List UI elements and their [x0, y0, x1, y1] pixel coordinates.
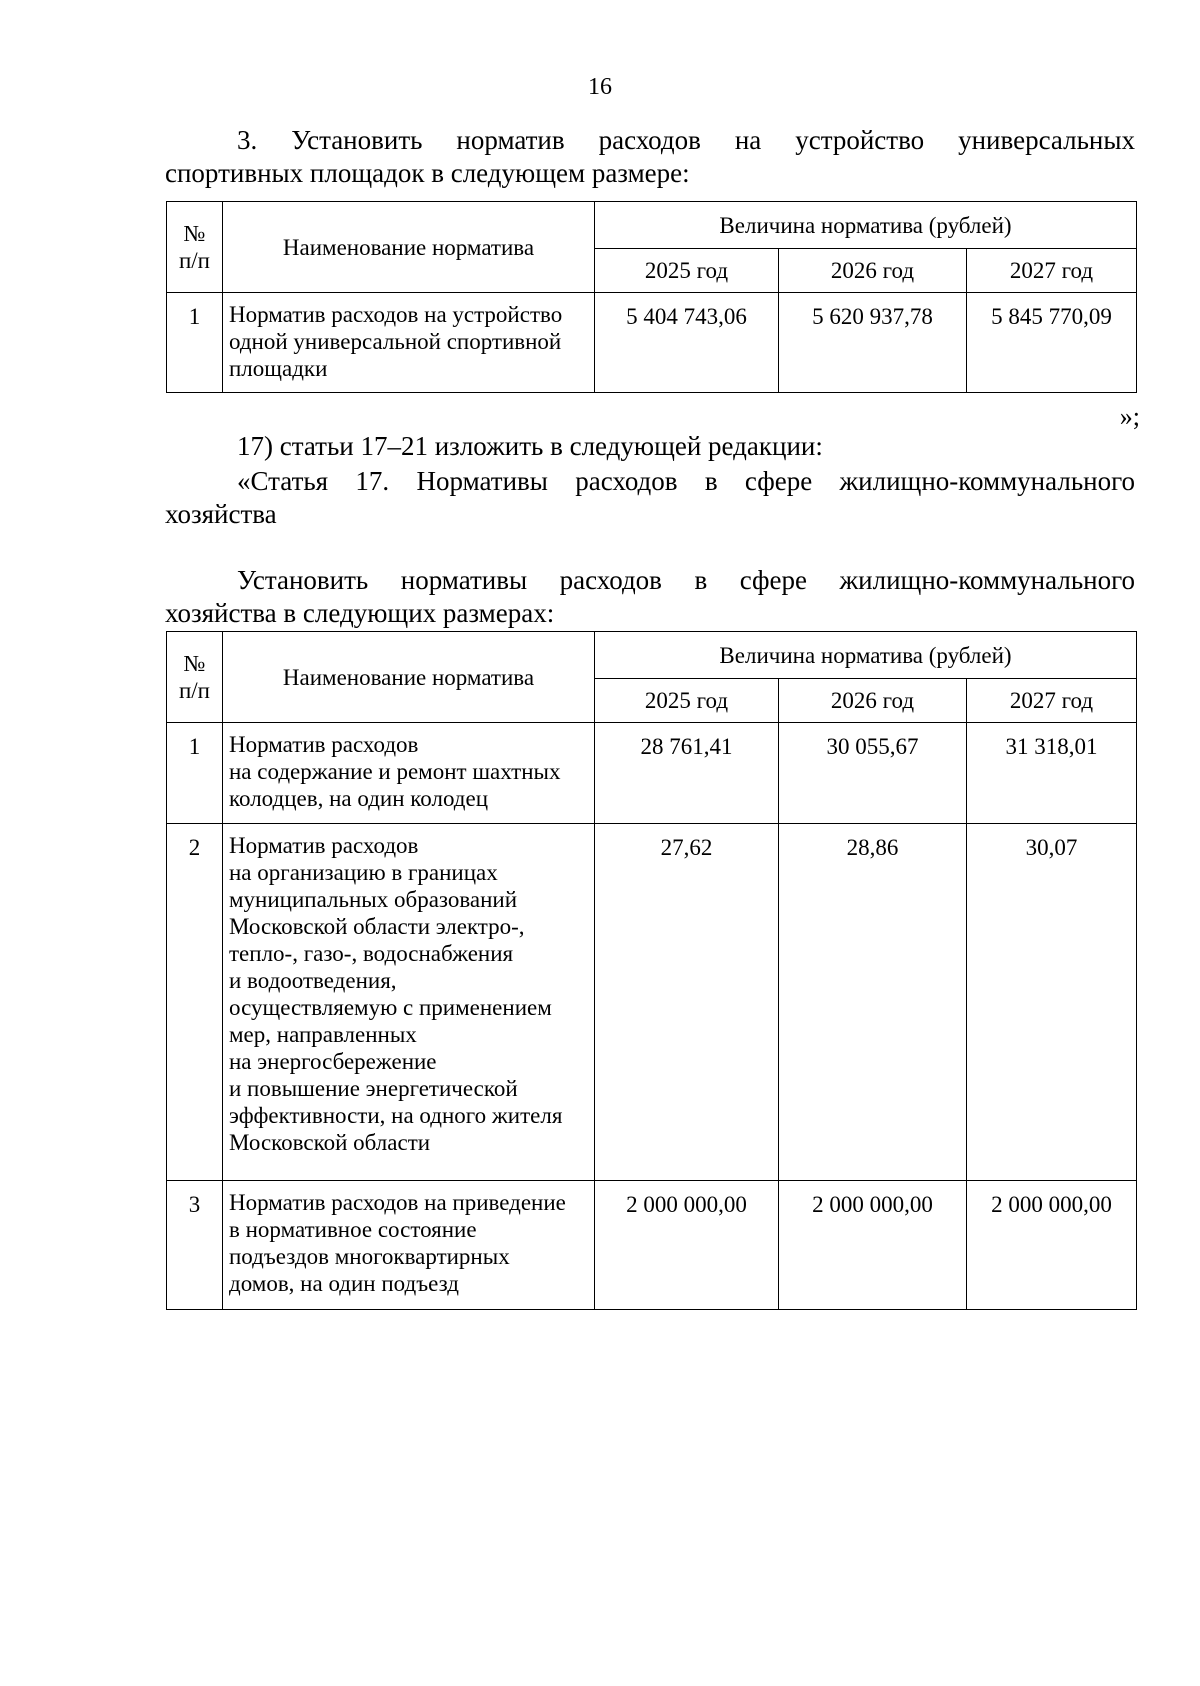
header-value-group: Величина норматива (рублей): [595, 202, 1137, 249]
header-year-2027: 2027 год: [967, 249, 1137, 293]
header-year-2027: 2027 год: [967, 679, 1137, 723]
table-row: [167, 723, 1137, 824]
value-2025: 27,62: [595, 824, 779, 1181]
row-number: 2: [167, 824, 223, 1181]
row-name: [223, 1181, 595, 1310]
header-name: Наименование норматива: [223, 632, 595, 723]
item17-paragraph: [165, 430, 1135, 463]
row-name-line: мер, направленных: [229, 1022, 417, 1047]
row-name-line: Норматив расходов: [229, 833, 419, 858]
row-name: [223, 293, 595, 393]
housing-intro-line-2: хозяйства в следующих размерах:: [165, 598, 555, 628]
row-name-line: на организацию в границах: [229, 860, 498, 885]
row-name-line: Норматив расходов на устройство: [229, 302, 563, 327]
housing-intro-paragraph: [165, 564, 1135, 630]
article17-line-1: «Статья 17. Нормативы расходов в сфере жилищно-коммунального: [237, 466, 1135, 496]
row-name-line: Московской области электро-,: [229, 914, 525, 939]
header-no-line-2: п/п: [178, 248, 210, 273]
row-name-line: Норматив расходов на приведение: [229, 1190, 566, 1215]
header-year-2026: 2026 год: [779, 249, 967, 293]
row-name-line: муниципальных образований: [229, 887, 518, 912]
header-year-2026: 2026 год: [779, 679, 967, 723]
header-no: [167, 632, 223, 723]
value-2025: 2 000 000,00: [595, 1181, 779, 1310]
value-2026: 2 000 000,00: [779, 1181, 967, 1310]
value-2027: 5 845 770,09: [967, 293, 1137, 393]
row-number: 3: [167, 1181, 223, 1310]
row-name-line: домов, на один подъезд: [229, 1271, 459, 1296]
row-name: [223, 824, 595, 1181]
article17-line-2: хозяйства: [165, 499, 277, 529]
row-name-line: и повышение энергетической: [229, 1076, 518, 1101]
value-2025: 28 761,41: [595, 723, 779, 824]
sports-ground-norm-table: [166, 201, 1137, 393]
value-2027: 30,07: [967, 824, 1137, 1181]
section3-paragraph: [165, 124, 1135, 190]
row-name-line: эффективности, на одного жителя: [229, 1103, 563, 1128]
header-no-line-1: №: [183, 221, 206, 246]
header-no: [167, 202, 223, 293]
row-number: 1: [167, 723, 223, 824]
table-row: [167, 1181, 1137, 1310]
row-name-line: площадки: [229, 356, 328, 381]
row-name-line: тепло-, газо-, водоснабжения: [229, 941, 514, 966]
value-2025: 5 404 743,06: [595, 293, 779, 393]
header-no-line-1: №: [183, 651, 206, 676]
section3-line-1: 3. Установить норматив расходов на устройство универсальных: [237, 125, 1135, 155]
article17-heading: [165, 465, 1135, 531]
table-row: [167, 293, 1137, 393]
row-name-line: на энергосбережение: [229, 1049, 437, 1074]
header-no-line-2: п/п: [178, 678, 210, 703]
value-2027: 31 318,01: [967, 723, 1137, 824]
row-name-line: Норматив расходов: [229, 732, 419, 757]
item17-line: 17) статьи 17–21 изложить в следующей редакции:: [237, 431, 823, 461]
header-year-2025: 2025 год: [595, 679, 779, 723]
value-2026: 5 620 937,78: [779, 293, 967, 393]
closing-quote-mark: »;: [1119, 402, 1140, 431]
row-name-line: одной универсальной спортивной: [229, 329, 562, 354]
value-2026: 30 055,67: [779, 723, 967, 824]
row-name-line: Московской области: [229, 1130, 431, 1155]
row-name-line: подъездов многоквартирных: [229, 1244, 510, 1269]
section3-line-2: спортивных площадок в следующем размере:: [165, 158, 690, 188]
row-name-line: осуществляемую с применением: [229, 995, 552, 1020]
row-name-line: и водоотведения,: [229, 968, 397, 993]
row-name-line: в нормативное состояние: [229, 1217, 477, 1242]
row-name: [223, 723, 595, 824]
row-name-line: на содержание и ремонт шахтных: [229, 759, 561, 784]
page-number: 16: [588, 74, 612, 100]
row-name-line: колодцев, на один колодец: [229, 786, 489, 811]
housing-norm-table: [166, 631, 1137, 1310]
header-name: Наименование норматива: [223, 202, 595, 293]
housing-intro-line-1: Установить нормативы расходов в сфере жилищно-коммунального: [237, 565, 1135, 595]
value-2026: 28,86: [779, 824, 967, 1181]
header-year-2025: 2025 год: [595, 249, 779, 293]
header-value-group: Величина норматива (рублей): [595, 632, 1137, 679]
value-2027: 2 000 000,00: [967, 1181, 1137, 1310]
row-number: 1: [167, 293, 223, 393]
table-row: [167, 824, 1137, 1181]
